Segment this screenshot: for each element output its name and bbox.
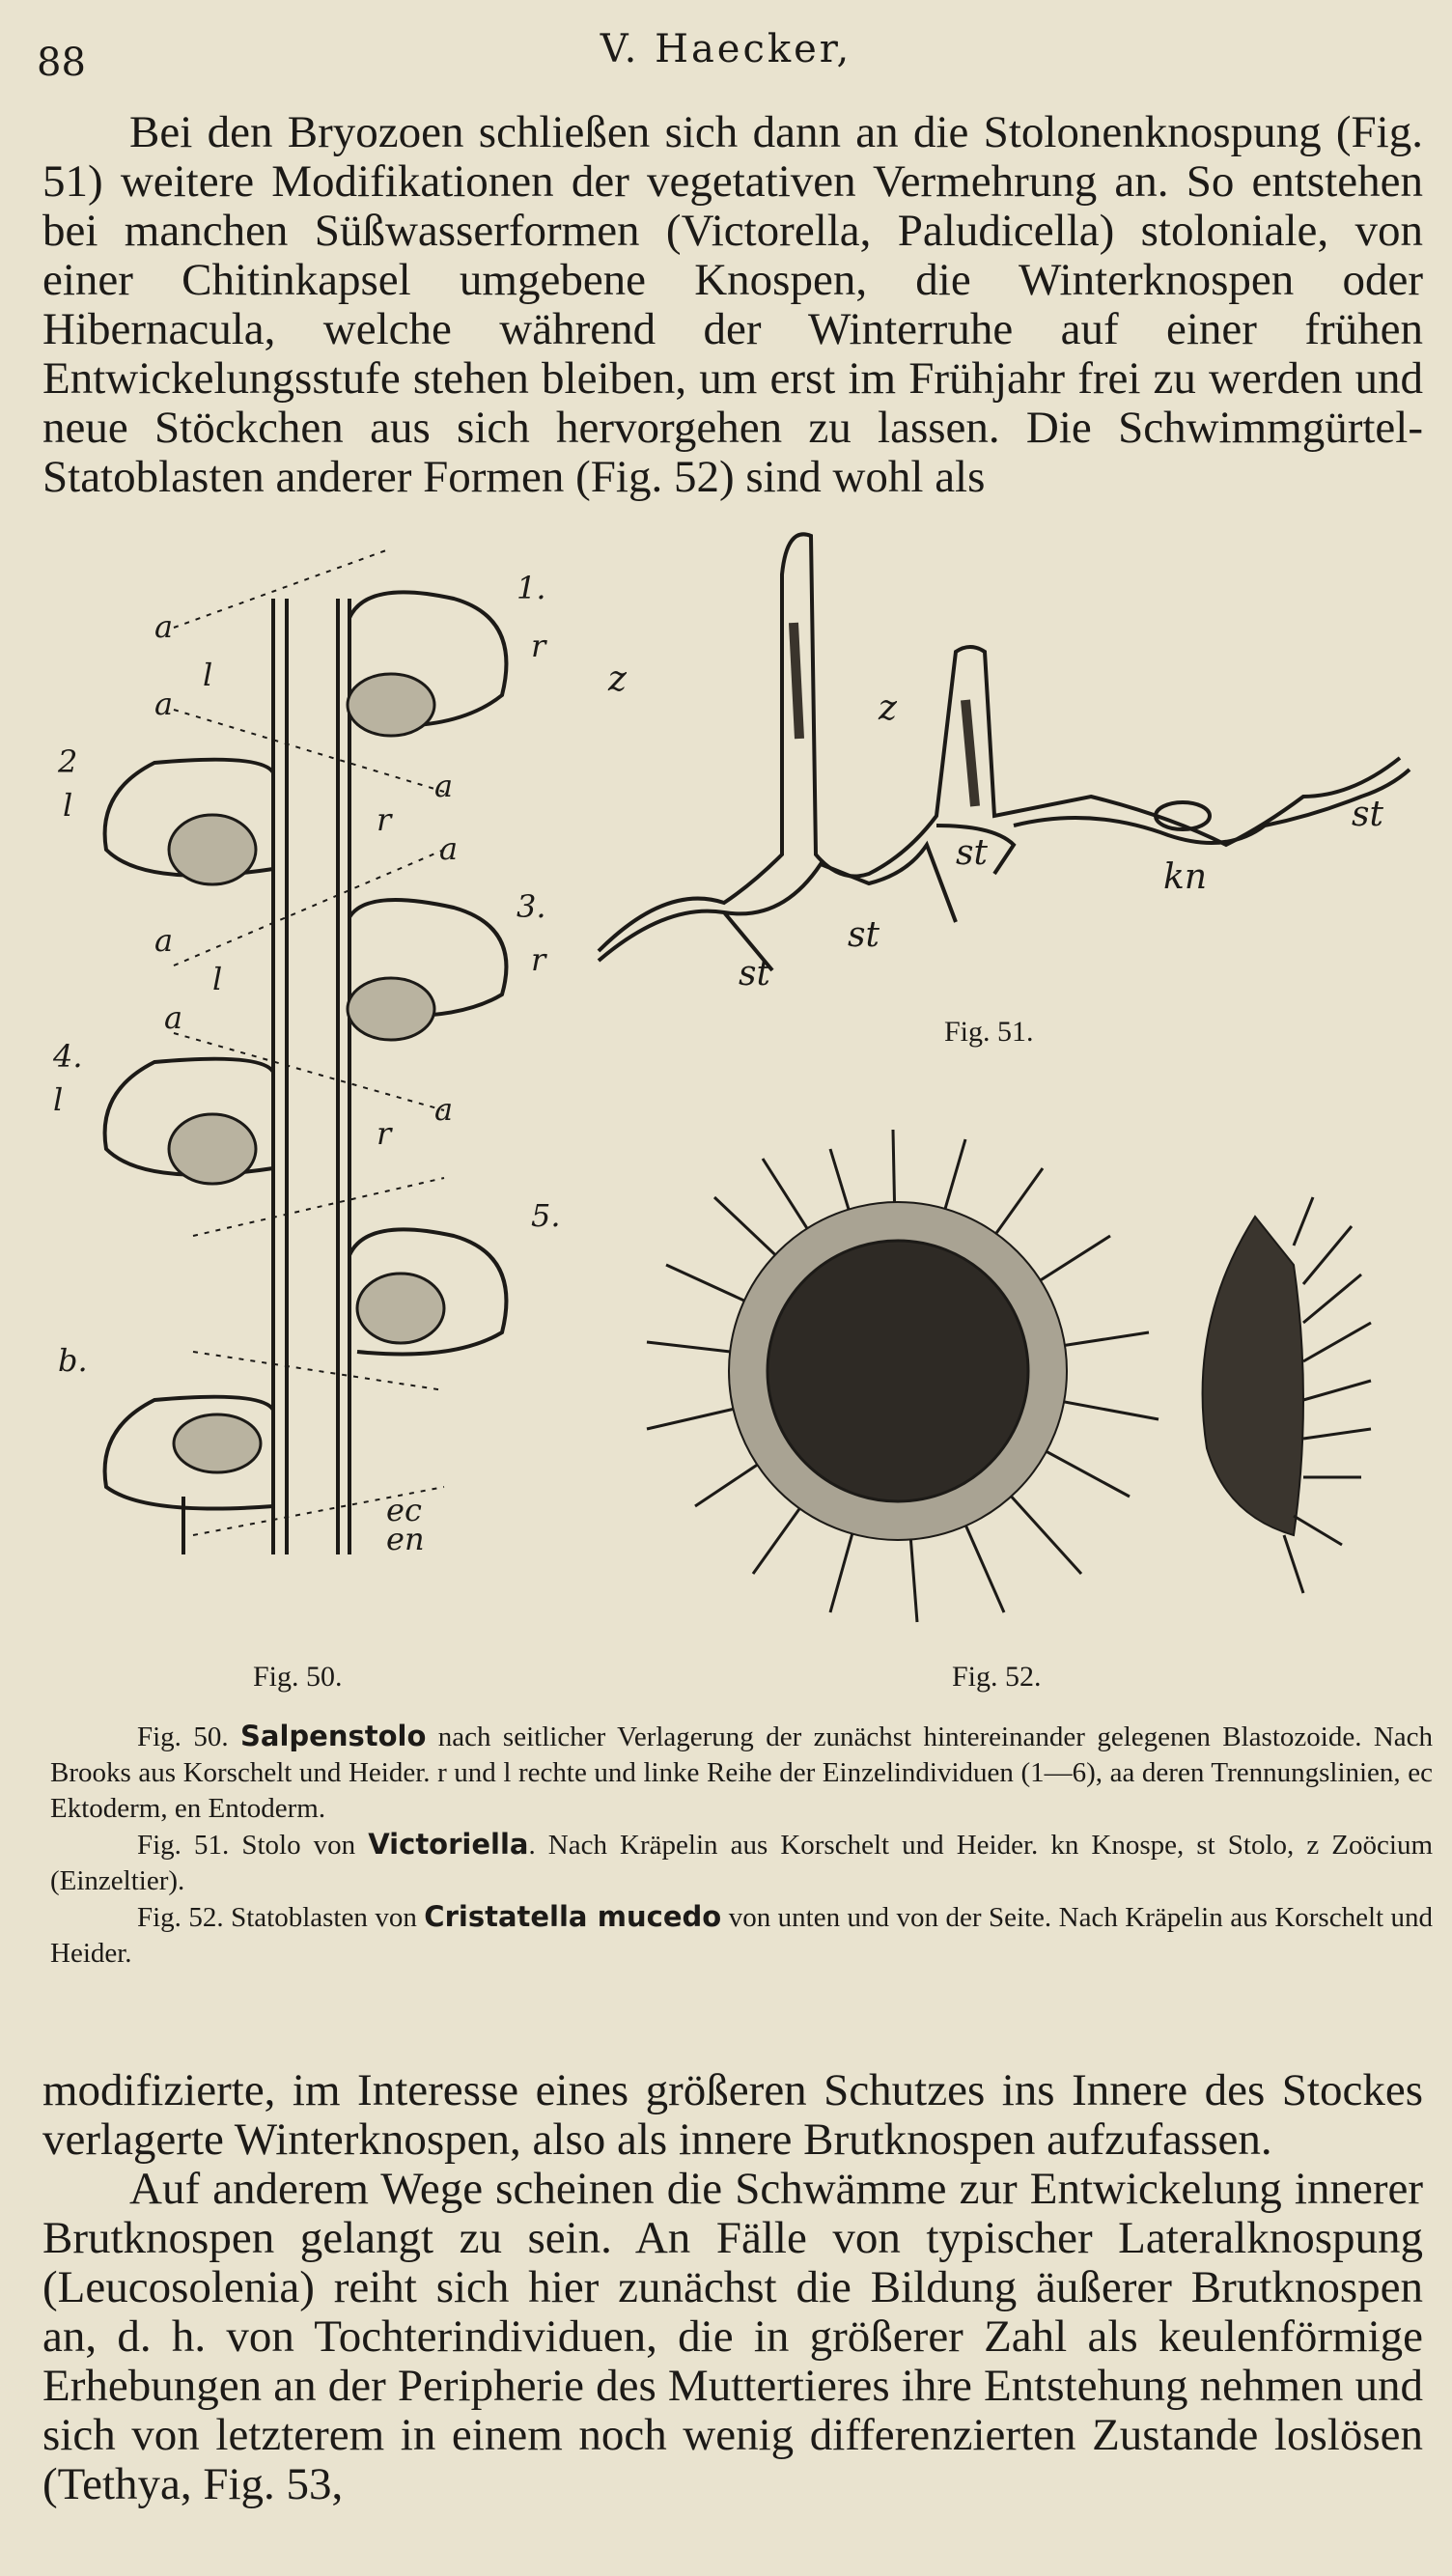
fig50-label: r bbox=[531, 941, 546, 978]
fig50-label: a bbox=[434, 768, 454, 804]
fig50-label: 1. bbox=[517, 570, 546, 606]
paragraph: Bei den Bryozoen schließen sich dann an die Stolonenknospung (Fig. 51) weitere Modifikationen der vegetativen Vermehrung an. So entstehen bei manchen Süßwasserformen (Victorella, Paludicella) stoloniale, von einer Chitinkapsel umgebene Knospen, die Winterknospen oder Hibernacula, welche während der Winterruhe auf einer frühen Entwickelungsstufe stehen bleiben, um erst im Frühjahr frei zu werden und neue Stöckchen aus sich hervorgehen zu lassen. Die Schwimmgürtel-Statoblasten anderer Formen (Fig. 52) sind wohl als bbox=[42, 107, 1423, 502]
fig51-label: kn bbox=[1163, 857, 1207, 897]
fig51-label: st bbox=[848, 915, 880, 955]
fig50-label: r bbox=[377, 1115, 392, 1152]
caption-fig51: Fig. 51. Stolo von Victoriella. Nach Kräpelin aus Korschelt und Heider. kn Knospe, st Stolo, z Zoöcium (Einzeltier). bbox=[50, 1828, 1433, 1896]
figure-50 bbox=[39, 541, 579, 1593]
figure-52-label: Fig. 52. bbox=[952, 1661, 1042, 1693]
fig50-label: a bbox=[434, 1091, 454, 1128]
fig50-label: l bbox=[203, 657, 213, 693]
fig50-label: ec bbox=[386, 1492, 422, 1528]
fig50-label: a bbox=[154, 922, 174, 959]
fig50-label: a bbox=[154, 686, 174, 722]
fig50-label: a bbox=[439, 830, 459, 867]
fig50-label: a bbox=[154, 608, 174, 645]
fig50-label: r bbox=[377, 801, 392, 838]
fig50-label: 2 bbox=[58, 743, 78, 780]
body-text-top bbox=[42, 108, 1423, 502]
fig50-label: l bbox=[212, 961, 223, 997]
fig51-label: st bbox=[956, 833, 988, 873]
fig50-label: 3. bbox=[517, 888, 546, 925]
fig50-label: b. bbox=[58, 1342, 88, 1379]
caption-fig50: Fig. 50. Salpenstolo nach seitlicher Verlagerung der zunächst hintereinander gelegenen Blastozoide. Nach Brooks aus Korschelt und Heider. r und l rechte und linke Reihe der Einzelindividuen (1—6), aa deren Trennungslinien, ec Ektoderm, en Entoderm. bbox=[50, 1720, 1434, 1824]
figure-51 bbox=[589, 517, 1419, 999]
fig50-label: 5. bbox=[531, 1197, 561, 1234]
figure-52 bbox=[637, 1110, 1410, 1641]
fig50-label: a bbox=[164, 999, 183, 1036]
fig50-label: 4. bbox=[53, 1038, 83, 1075]
fig51-label: st bbox=[1352, 795, 1383, 834]
fig50-label: en bbox=[386, 1521, 425, 1557]
figure-captions bbox=[50, 1719, 1433, 1972]
fig51-label: z bbox=[879, 688, 897, 728]
caption-fig52: Fig. 52. Statoblasten von Cristatella mucedo von unten und von der Seite. Nach Kräpelin aus Korschelt und Heider. bbox=[50, 1900, 1434, 1969]
body-text-bottom bbox=[42, 2066, 1423, 2509]
fig51-label: z bbox=[608, 659, 627, 699]
page-number: 88 bbox=[37, 41, 86, 85]
fig50-label: r bbox=[531, 628, 546, 664]
paragraph: modifizierte, im Interesse eines größeren Schutzes ins Innere des Stockes verlagerte Winterknospen, also als innere Brutknospen aufzufassen. bbox=[42, 2065, 1423, 2165]
fig51-label: st bbox=[739, 954, 770, 994]
paragraph: Auf anderem Wege scheinen die Schwämme zur Entwickelung innerer Brutknospen gelangt zu sein. An Fälle von typischer Lateralknospung (Leucosolenia) reiht sich hier zunächst die Bildung äußerer Brutknospen an, d. h. von Tochterindividuen, die in größerer Zahl als keulenförmige Erhebungen an der Peripherie des Muttertieres ihre Entstehung nehmen und sich von letzterem in einem noch wenig differenzierten Zustande loslösen (Tethya, Fig. 53, bbox=[42, 2164, 1423, 2509]
fig50-label: l bbox=[63, 787, 73, 824]
figure-51-label: Fig. 51. bbox=[944, 1016, 1034, 1048]
figure-50-label: Fig. 50. bbox=[253, 1661, 343, 1693]
fig50-label: l bbox=[53, 1081, 64, 1118]
running-head: V. Haecker, bbox=[600, 27, 852, 71]
